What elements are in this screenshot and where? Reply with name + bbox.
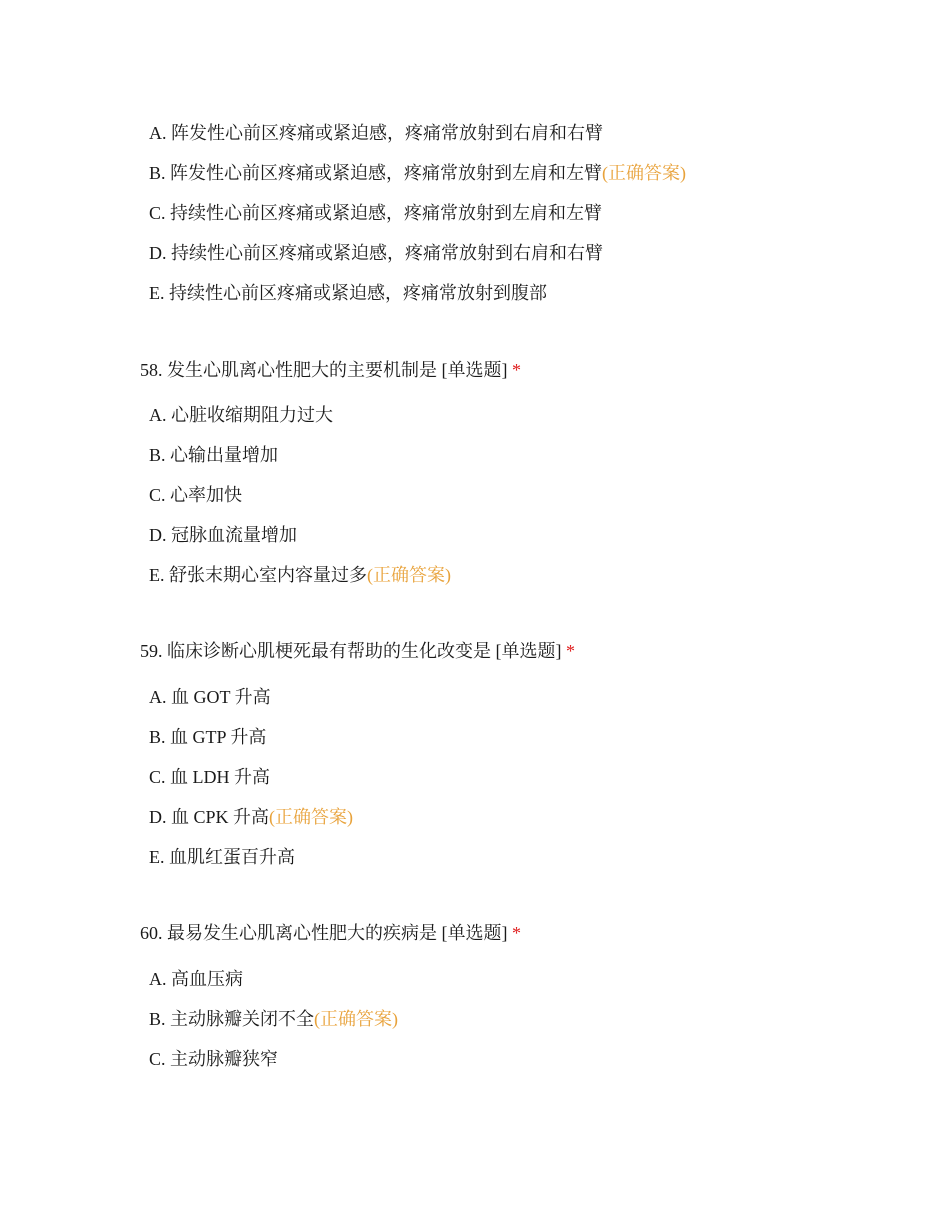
question-59-title: 59. 临床诊断心肌梗死最有帮助的生化改变是 [单选题] * xyxy=(140,641,575,661)
option-58-b: B. 心输出量增加 xyxy=(149,445,279,465)
option-57-b: B. 阵发性心前区疼痛或紧迫感，疼痛常放射到左肩和左臂(正确答案) xyxy=(149,163,687,183)
option-60-c: C. 主动脉瓣狭窄 xyxy=(149,1049,279,1069)
required-mark: * xyxy=(566,641,575,661)
option-59-c: C. 血 LDH 升高 xyxy=(149,767,270,787)
option-57-d: D. 持续性心前区疼痛或紧迫感，疼痛常放射到右肩和右臂 xyxy=(149,243,603,263)
option-58-c: C. 心率加快 xyxy=(149,485,243,505)
correct-answer-tag: (正确答案) xyxy=(602,163,687,183)
question-58-title: 58. 发生心肌离心性肥大的主要机制是 [单选题] * xyxy=(140,360,521,380)
option-57-c: C. 持续性心前区疼痛或紧迫感，疼痛常放射到左肩和左臂 xyxy=(149,203,603,223)
option-60-a: A. 高血压病 xyxy=(149,969,243,989)
required-mark: * xyxy=(512,923,521,943)
option-58-d: D. 冠脉血流量增加 xyxy=(149,525,297,545)
correct-answer-tag: (正确答案) xyxy=(367,565,451,585)
option-57-a: A. 阵发性心前区疼痛或紧迫感，疼痛常放射到右肩和右臂 xyxy=(149,123,603,143)
option-60-b: B. 主动脉瓣关闭不全(正确答案) xyxy=(149,1009,399,1029)
option-58-a: A. 心脏收缩期阻力过大 xyxy=(149,405,333,425)
option-58-e: E. 舒张末期心室内容量过多(正确答案) xyxy=(149,565,451,585)
option-59-e: E. 血肌红蛋百升高 xyxy=(149,847,295,867)
required-mark: * xyxy=(512,360,521,380)
option-57-e: E. 持续性心前区疼痛或紧迫感，疼痛常放射到腹部 xyxy=(149,283,547,303)
correct-answer-tag: (正确答案) xyxy=(314,1009,399,1029)
option-59-a: A. 血 GOT 升高 xyxy=(149,687,271,707)
option-59-d: D. 血 CPK 升高(正确答案) xyxy=(149,807,354,827)
question-60-title: 60. 最易发生心肌离心性肥大的疾病是 [单选题] * xyxy=(140,923,521,943)
correct-answer-tag: (正确答案) xyxy=(269,807,354,827)
option-59-b: B. 血 GTP 升高 xyxy=(149,727,267,747)
